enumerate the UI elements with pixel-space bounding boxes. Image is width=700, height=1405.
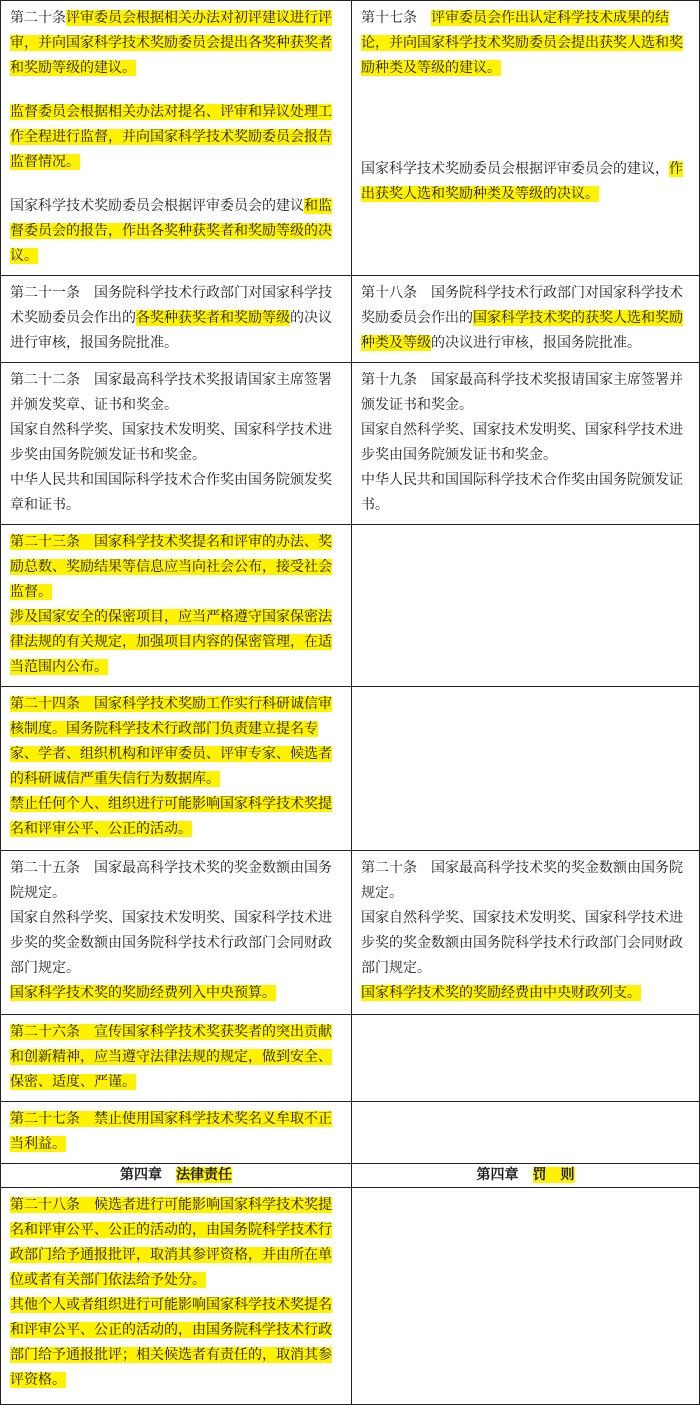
old-text-cell	[1, 1188, 352, 1405]
article-paragraph	[361, 856, 690, 906]
blank-line	[361, 119, 690, 138]
article-paragraph	[10, 1020, 342, 1095]
article-paragraph	[10, 530, 342, 605]
new-text-cell	[352, 525, 700, 687]
text-run: 国家科学技术奖励委员会根据评审委员会的建议，	[361, 161, 669, 177]
new-text-cell	[352, 1, 700, 276]
text-run: 中华人民共和国国际科学技术合作奖由国务院颁发证书。	[361, 472, 683, 513]
old-text-cell	[1, 276, 352, 363]
article-paragraph	[361, 6, 690, 81]
article-paragraph	[10, 100, 342, 175]
article-paragraph	[361, 906, 690, 981]
text-run: 第二十二条 国家最高科学技术奖报请国家主席签署并颁发奖章、证书和奖金。	[10, 372, 332, 413]
highlighted-text: 各奖种获奖者和奖励等级	[136, 310, 290, 326]
new-text-cell	[352, 687, 700, 851]
old-text-cell	[1, 1015, 352, 1102]
chapter-prefix: 第四章	[476, 1167, 533, 1183]
text-run: 第十八条 国务院科学技术行政部门对国家科学技术奖励委员会作出的	[361, 285, 683, 326]
article-paragraph	[10, 418, 342, 468]
article-paragraph	[10, 856, 342, 906]
highlighted-text: 第二十八条 候选者进行可能影响国家科学技术奖提名和评审公平、公正的活动的，由国务院科学技术行政部门给予通报批评，取消其参评资格，并由所在单位或者有关部门依法给予处分。	[10, 1197, 332, 1288]
article-paragraph	[10, 792, 342, 842]
new-chapter-heading	[352, 1164, 700, 1188]
text-run: 国家自然科学奖、国家技术发明奖、国家科学技术进步奖由国务院颁发证书和奖金。	[361, 422, 683, 463]
chapter-prefix: 第四章	[120, 1167, 176, 1183]
table-row	[1, 1015, 700, 1102]
table-row	[1, 687, 700, 851]
article-paragraph	[10, 6, 342, 81]
article-paragraph	[10, 981, 342, 1006]
article-paragraph	[10, 368, 342, 418]
highlighted-text: 第二十三条 国家科学技术奖提名和评审的办法、奖励总数、奖励结果等信息应当向社会公布，接受社会监督。	[10, 534, 332, 600]
article-paragraph	[10, 692, 342, 792]
table-row	[1, 1102, 700, 1164]
table-row	[1, 851, 700, 1015]
text-run: 中华人民共和国国际科学技术合作奖由国务院颁发奖章和证书。	[10, 472, 332, 513]
article-paragraph	[10, 1293, 342, 1393]
old-text-cell	[1, 851, 352, 1015]
article-paragraph	[361, 418, 690, 468]
table-row	[1, 1, 700, 276]
highlighted-text: 其他个人或者组织进行可能影响国家科学技术奖提名和评审公平、公正的活动的，由国务院科学技术行政部门给予通报批评；相关候选者有责任的，取消其参评资格。	[10, 1297, 332, 1388]
highlighted-text: 和监督委员会的报告，作出各奖种获奖者和奖励等级的决议。	[10, 198, 332, 264]
article-paragraph	[361, 981, 690, 1006]
chapter-title: 法律责任	[176, 1167, 232, 1183]
text-run: 第十九条 国家最高科学技术奖报请国家主席签署并颁发证书和奖金。	[361, 372, 683, 413]
highlighted-text: 第二十七条 禁止使用国家科学技术奖名义牟取不正当利益。	[10, 1111, 332, 1152]
highlighted-text: 国家科学技术奖的奖励经费由中央财政列支。	[361, 985, 641, 1001]
table-row	[1, 363, 700, 525]
article-paragraph	[361, 281, 690, 356]
old-text-cell	[1, 1102, 352, 1164]
article-paragraph	[361, 368, 690, 418]
new-text-cell	[352, 1188, 700, 1405]
text-run: 国家自然科学奖、国家技术发明奖、国家科学技术进步奖由国务院颁发证书和奖金。	[10, 422, 332, 463]
text-run: 的决议进行审核，报国务院批准。	[10, 310, 332, 351]
table-row	[1, 276, 700, 363]
article-paragraph	[10, 468, 342, 518]
text-run: 第二十一条 国务院科学技术行政部门对国家科学技术奖励委员会作出的	[10, 285, 332, 326]
highlighted-text: 国家科学技术奖的获奖人选和奖励种类及等级	[361, 310, 683, 351]
text-run: 第十七条	[361, 10, 431, 26]
blank-line	[361, 138, 690, 157]
highlighted-text: 作出获奖人选和奖励种类及等级的决议。	[361, 161, 683, 202]
highlighted-text: 评审委员会根据相关办法对初评建议进行评审，并向国家科学技术奖励委员会提出各奖种获奖者和奖励等级的建议。	[10, 10, 332, 76]
old-text-cell	[1, 525, 352, 687]
new-text-cell	[352, 363, 700, 525]
text-run: 国家自然科学奖、国家技术发明奖、国家科学技术进步奖的奖金数额由国务院科学技术行政部门会同财政部门规定。	[361, 910, 683, 976]
article-paragraph	[10, 1193, 342, 1293]
highlighted-text: 禁止任何个人、组织进行可能影响国家科学技术奖提名和评审公平、公正的活动。	[10, 796, 332, 837]
chapter-heading-row	[1, 1164, 700, 1188]
article-paragraph	[10, 194, 342, 269]
article-paragraph	[361, 157, 690, 207]
blank-line	[10, 175, 342, 194]
new-text-cell	[352, 1102, 700, 1164]
highlighted-text: 监督委员会根据相关办法对提名、评审和异议处理工作全程进行监督，并向国家科学技术奖励委员会报告监督情况。	[10, 104, 332, 170]
chapter-title: 罚 则	[532, 1167, 575, 1183]
text-run: 的决议进行审核，报国务院批准。	[431, 335, 641, 351]
new-text-cell	[352, 1015, 700, 1102]
highlighted-text: 评审委员会作出认定科学技术成果的结论，并向国家科学技术奖励委员会提出获奖人选和奖励种类及等级的建议。	[361, 10, 683, 76]
highlighted-text: 国家科学技术奖的奖励经费列入中央预算。	[10, 985, 276, 1001]
highlighted-text: 第二十四条 国家科学技术奖励工作实行科研诚信审核制度。国务院科学技术行政部门负责建立提名专家、学者、组织机构和评审委员、评审专家、候选者的科研诚信严重失信行为数据库。	[10, 696, 332, 787]
text-run: 国家自然科学奖、国家技术发明奖、国家科学技术进步奖的奖金数额由国务院科学技术行政部门会同财政部门规定。	[10, 910, 332, 976]
article-paragraph	[10, 1107, 342, 1157]
article-paragraph	[361, 468, 690, 518]
new-text-cell	[352, 851, 700, 1015]
blank-line	[361, 81, 690, 100]
text-run: 第二十条 国家最高科学技术奖的奖金数额由国务院规定。	[361, 860, 683, 901]
old-text-cell	[1, 363, 352, 525]
comparison-table-body	[1, 1, 700, 1405]
highlighted-text: 涉及国家安全的保密项目，应当严格遵守国家保密法律法规的有关规定，加强项目内容的保密管理，在适当范围内公布。	[10, 609, 332, 675]
highlighted-text: 第二十六条 宣传国家科学技术奖获奖者的突出贡献和创新精神，应当遵守法律法规的规定，做到安全、保密、适度、严谨。	[10, 1024, 332, 1090]
text-run: 第二十条	[10, 10, 66, 26]
table-row	[1, 1188, 700, 1405]
blank-line	[361, 100, 690, 119]
text-run: 第二十五条 国家最高科学技术奖的奖金数额由国务院规定。	[10, 860, 332, 901]
new-text-cell	[352, 276, 700, 363]
article-paragraph	[10, 605, 342, 680]
old-text-cell	[1, 687, 352, 851]
old-chapter-heading	[1, 1164, 352, 1188]
old-text-cell	[1, 1, 352, 276]
table-row	[1, 525, 700, 687]
article-paragraph	[10, 906, 342, 981]
text-run: 国家科学技术奖励委员会根据评审委员会的建议	[10, 198, 304, 214]
article-paragraph	[10, 281, 342, 356]
blank-line	[10, 81, 342, 100]
